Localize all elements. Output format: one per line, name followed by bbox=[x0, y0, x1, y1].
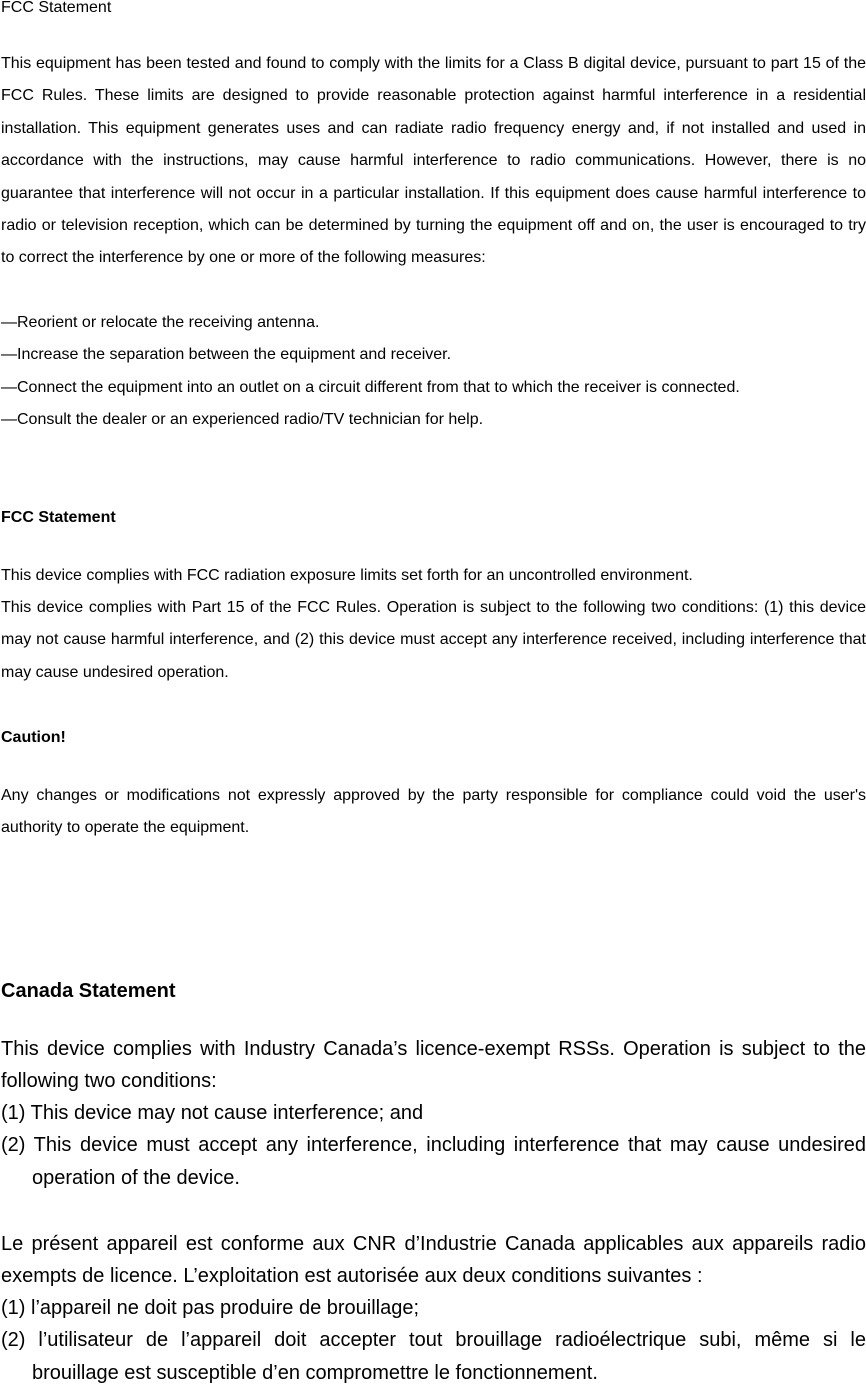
fcc-exposure-text: This device complies with FCC radiation exposure limits set forth for an uncontrolled environment. bbox=[1, 567, 693, 584]
condition-item: (2) l’utilisateur de l’appareil doit accepter tout brouillage radioélectrique subi, même si le brouillage est susceptible d’en compromettre le fonctionnement. bbox=[1, 1329, 866, 1384]
measure-item: —Consult the dealer or an experienced radio/TV technician for help. bbox=[1, 411, 484, 429]
fcc-statement-body-1: This equipment has been tested and found to comply with the limits for a Class B digital device, pursuant to part 15 of the FCC Rules. These limits are designed to provide reasonable protection against harmful interference in a residential installation. This equipment generates uses and can radiate radio frequency energy and, if not installed and used in accordance with the instructions, may cause harmful interference to radio communications. However, there is no guarantee that interference will not occur in a particular installation. If this equipment does cause harmful interference to radio or television reception, which can be determined by turning the equipment off and on, the user is encouraged to try to correct the interference by one or more of the following measures: bbox=[1, 55, 866, 267]
condition-item: (1) This device may not cause interference; and bbox=[1, 1102, 424, 1124]
canada-statement-heading: Canada Statement bbox=[1, 980, 176, 1002]
measure-item: —Reorient or relocate the receiving antenna. bbox=[1, 314, 320, 331]
caution-heading: Caution! bbox=[1, 729, 66, 746]
fcc-statement-body-2: This device complies with Part 15 of the FCC Rules. Operation is subject to the following two conditions: (1) this device may not cause harmful interference, and (2) this device must accept any interference received, including interference that may cause undesired operation. bbox=[1, 599, 866, 681]
canada-french-intro: Le présent appareil est conforme aux CNR d’Industrie Canada applicables aux appareils radio exempts de licence. L’exploitation est autorisée aux deux conditions suivantes : bbox=[1, 1233, 866, 1288]
canada-english-conditions bbox=[1, 1097, 866, 1194]
condition-item: (2) This device must accept any interference, including interference that may cause undesired operation of the device. bbox=[1, 1134, 866, 1189]
measure-item: —Connect the equipment into an outlet on a circuit different from that to which the receiver is connected. bbox=[1, 378, 740, 396]
canada-english-intro: This device complies with Industry Canada’s licence-exempt RSSs. Operation is subject to the following two conditions: bbox=[1, 1038, 866, 1093]
measure-item: —Increase the separation between the equipment and receiver. bbox=[1, 346, 452, 364]
caution-body: Any changes or modifications not expressly approved by the party responsible for compliance could void the user's authority to operate the equipment. bbox=[1, 787, 866, 837]
fcc-statement-heading-2: FCC Statement bbox=[1, 509, 116, 526]
fcc-measures-list bbox=[1, 307, 866, 437]
fcc-statement-heading-1: FCC Statement bbox=[1, 0, 112, 16]
condition-item: (1) l’appareil ne doit pas produire de brouillage; bbox=[1, 1297, 420, 1319]
canada-french-conditions bbox=[1, 1292, 866, 1389]
